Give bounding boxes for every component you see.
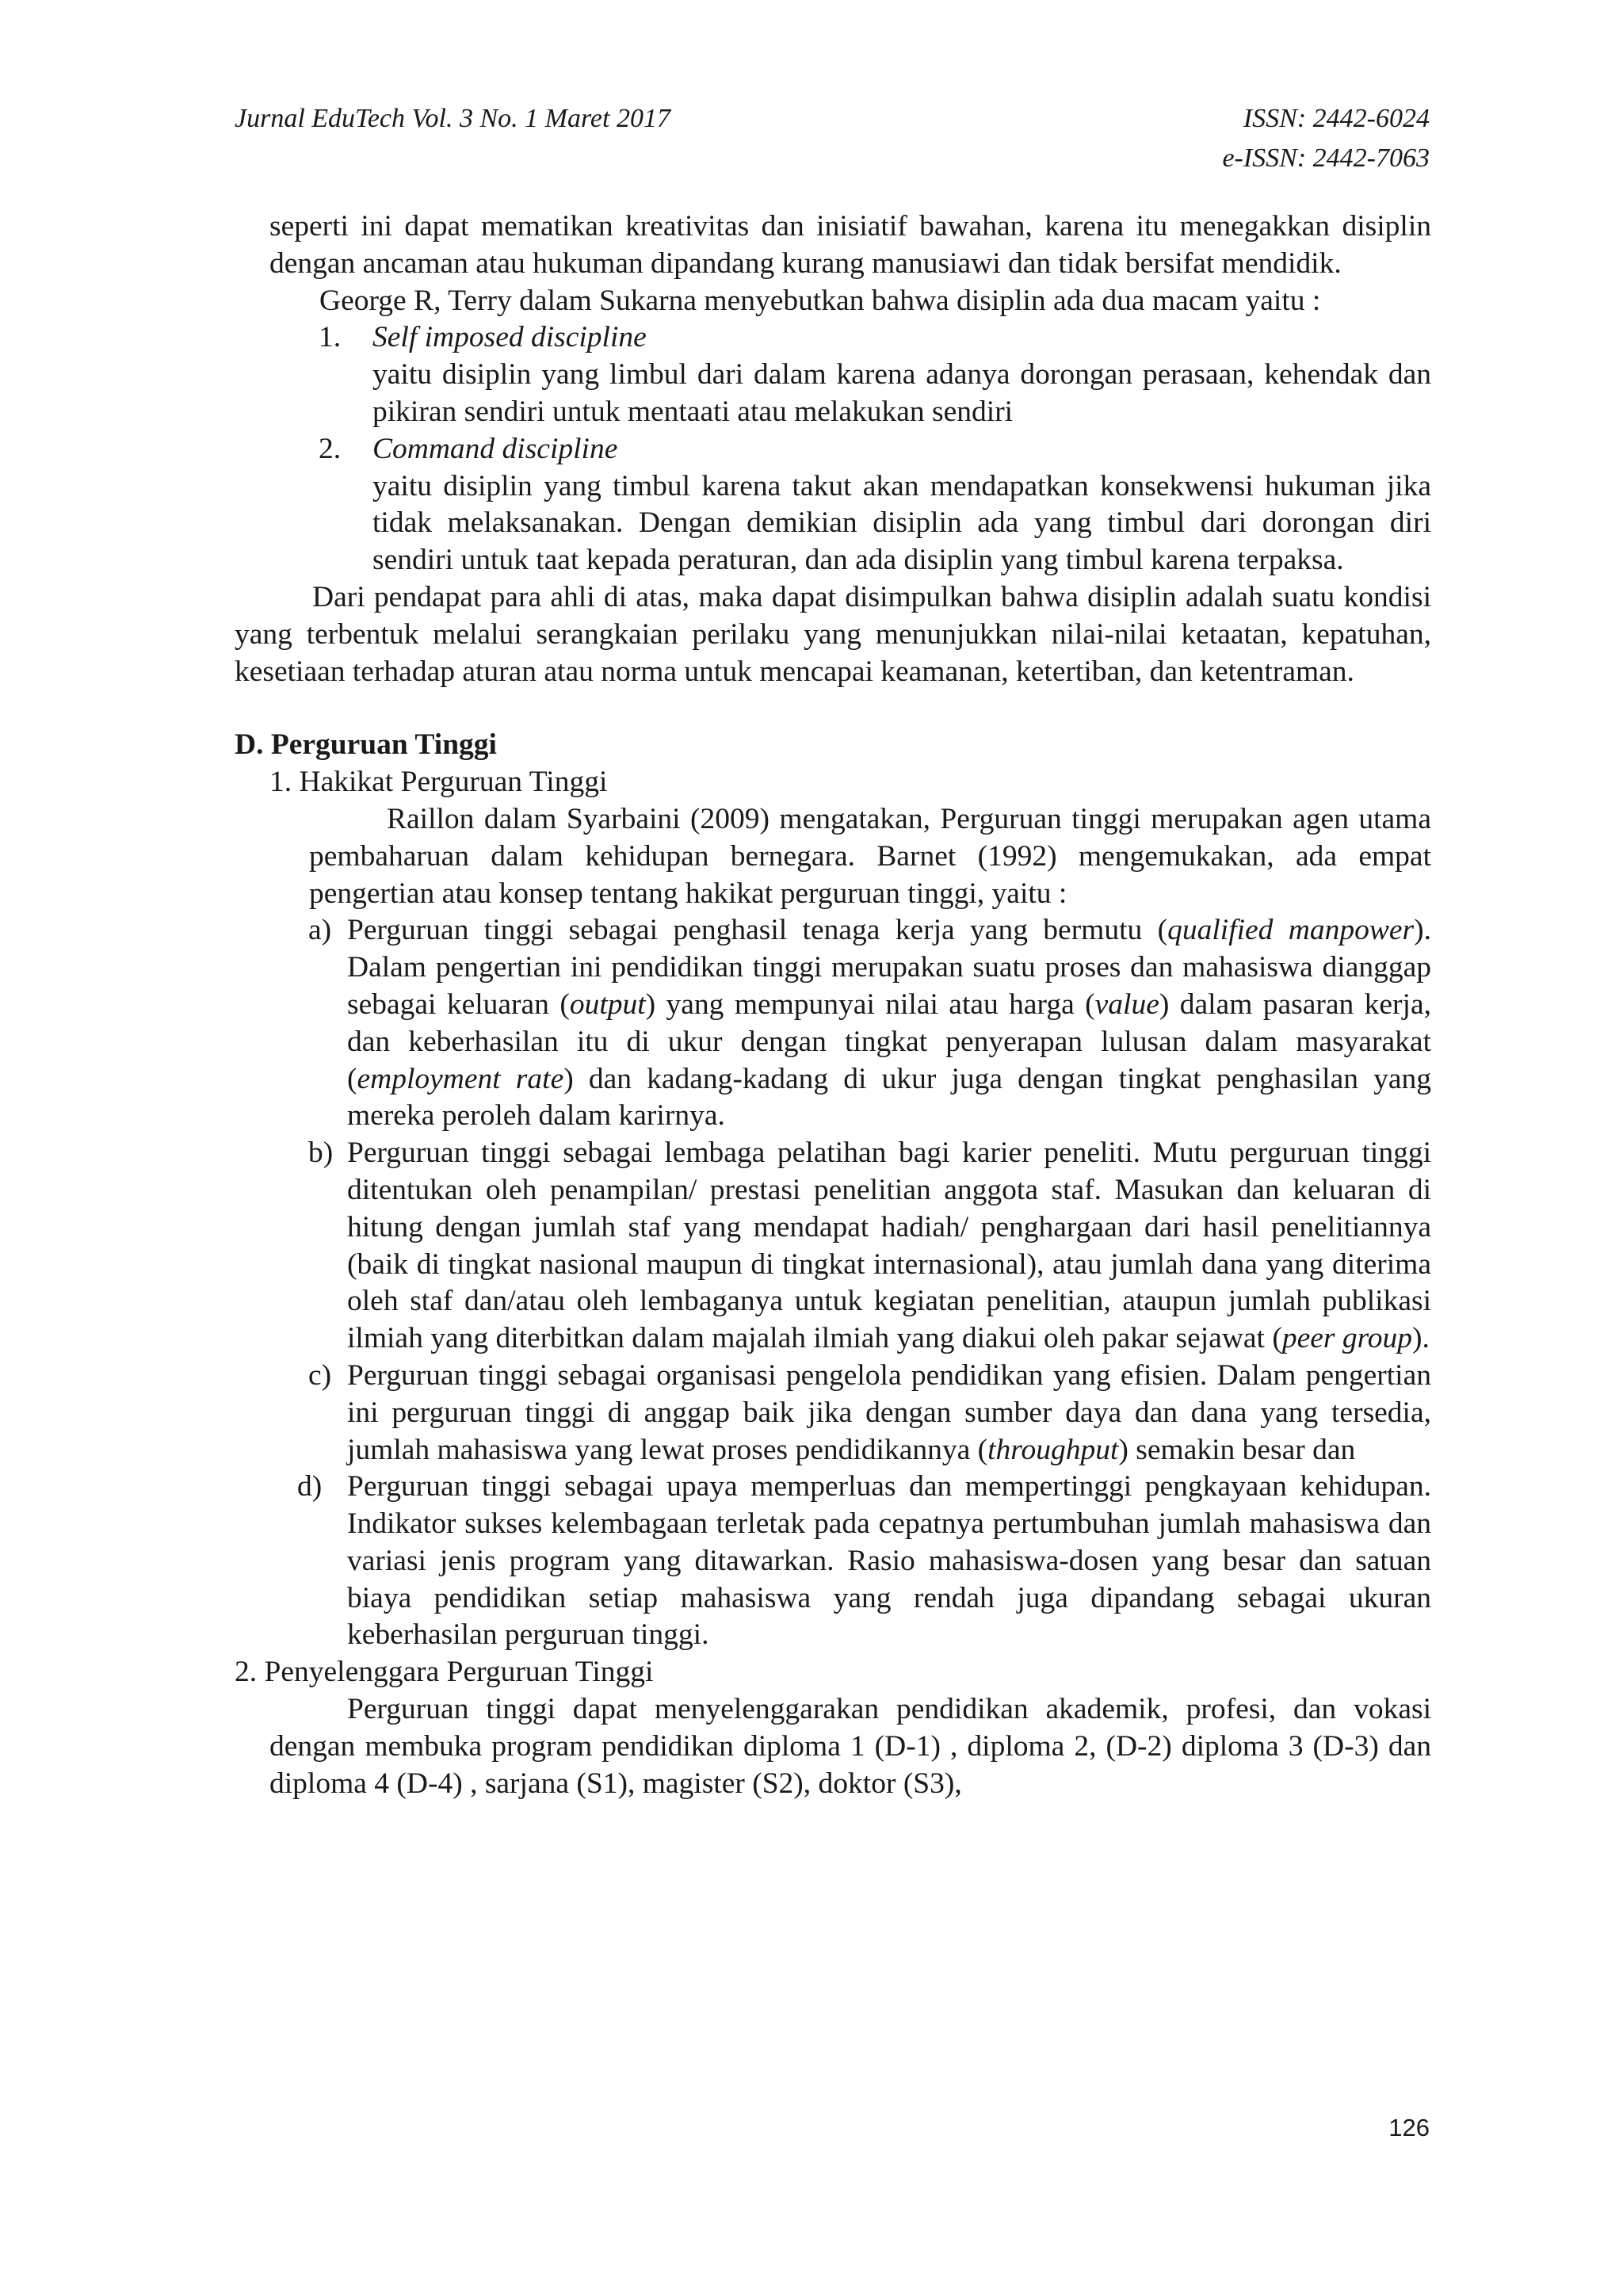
conclusion-paragraph: Dari pendapat para ahli di atas, maka dapat disimpulkan bahwa disiplin adalah suatu kondisi yang terbentuk melalui serangkaian perilaku yang menunjukkan nilai-nilai ketaatan, kepatuhan, kesetiaan terhadap aturan atau norma untuk mencapai keamanan, ketertiban, dan ketentraman. [235,580,1431,688]
subsection-title-2: 2. Penyelenggara Perguruan Tinggi [235,1656,654,1689]
discipline-item-1 [319,319,1431,357]
section-heading: D. Perguruan Tinggi [235,728,497,762]
terry-paragraph: George R, Terry dalam Sukarna menyebutkan bahwa disiplin ada dua macam yaitu : [319,284,1321,317]
concept-item-d [297,1469,1431,1654]
list-marker: c) [308,1358,332,1392]
issn: ISSN: 2442-6024 [1243,104,1430,133]
list-marker: d) [297,1470,323,1503]
discipline-item-2 [319,431,1431,468]
concept-text: Perguruan tinggi sebagai penghasil tenaga kerja yang bermutu (qualified manpower). Dalam pengertian ini pendidikan tinggi merupakan suatu proses dan mahasiswa dianggap sebagai keluaran (output) yang mempunyai nilai atau harga (value) dalam pasaran kerja, dan keberhasilan itu di ukur dengan tingkat penyerapan lulusan dalam masyarakat (employment rate) dan kadang-kadang di ukur juga dengan tingkat penghasilan yang mereka peroleh dalam karirnya. [347,914,1431,1133]
list-marker: 1. [319,321,342,354]
subsection-2-paragraph: Perguruan tinggi dapat menyelenggarakan pendidikan akademik, profesi, dan vokasi dengan membuka program pendidikan diploma 1 (D-1) , diploma 2, (D-2) diploma 3 (D-3) dan diploma 4 (D-4) , sarjana (S1), magister (S2), doktor (S3), [269,1693,1431,1800]
discipline-term: Command discipline [372,432,618,465]
e-issn: e-ISSN: 2442-7063 [1222,143,1430,173]
discipline-term: Self imposed discipline [372,321,647,354]
concept-item-b [308,1135,1431,1358]
discipline-desc-1: yaitu disiplin yang limbul dari dalam karena adanya dorongan perasaan, kehendak dan pikiran sendiri untuk mentaati atau melakukan sendiri [372,358,1431,428]
list-marker: a) [308,914,332,947]
subsection-title-1: 1. Hakikat Perguruan Tinggi [269,766,608,799]
list-marker: 2. [319,432,342,465]
concept-item-c [308,1358,1431,1469]
subsection-intro: Raillon dalam Syarbaini (2009) mengatakan, Perguruan tinggi merupakan agen utama pembaharuan dalam kehidupan bernegara. Barnet (1992) mengemukakan, ada empat pengertian atau konsep tentang hakikat perguruan tinggi, yaitu : [309,802,1431,910]
discipline-desc-2: yaitu disiplin yang timbul karena takut akan mendapatkan konsekwensi hukuman jika tidak melaksanakan. Dengan demikian disiplin ada yang timbul dari dorongan diri sendiri untuk taat kepada peraturan, dan ada disiplin yang timbul karena terpaksa. [372,469,1431,577]
journal-title: Jurnal EduTech Vol. 3 No. 1 Maret 2017 [235,104,670,133]
article-body [0,208,1623,1802]
concept-text: Perguruan tinggi sebagai lembaga pelatihan bagi karier peneliti. Mutu perguruan tinggi ditentukan oleh penampilan/ prestasi penelitian anggota staf. Masukan dan keluaran di hitung dengan jumlah staf yang mendapat hadiah/ penghargaan dari hasil penelitiannya (baik di tingkat nasional maupun di tingkat internasional), atau jumlah dana yang diterima oleh staf dan/atau oleh lembaganya untuk kegiatan penelitian, ataupun jumlah publikasi ilmiah yang diterbitkan dalam majalah ilmiah yang diakui oleh pakar sejawat (peer group). [347,1137,1431,1355]
concept-item-a [308,912,1431,1135]
concept-text: Perguruan tinggi sebagai upaya memperluas dan mempertinggi pengkayaan kehidupan. Indikator sukses kelembagaan terletak pada cepatnya pertumbuhan jumlah mahasiswa dan variasi jenis program yang ditawarkan. Rasio mahasiswa-dosen yang besar dan satuan biaya pendidikan setiap mahasiswa yang rendah juga dipandang sebagai ukuran keberhasilan perguruan tinggi. [347,1470,1431,1652]
page-number: 126 [1388,2114,1430,2141]
concept-text: Perguruan tinggi sebagai organisasi pengelola pendidikan yang efisien. Dalam pengertian ini perguruan tinggi di anggap baik jika dengan sumber daya dan dana yang tersedia, jumlah mahasiswa yang lewat proses pendidikannya (throughput) semakin besar dan [347,1358,1431,1466]
continuation-paragraph: seperti ini dapat mematikan kreativitas dan inisiatif bawahan, karena itu menegakkan disiplin dengan ancaman atau hukuman dipandang kurang manusiawi dan tidak bersifat mendidik. [269,210,1431,280]
list-marker: b) [308,1137,334,1170]
